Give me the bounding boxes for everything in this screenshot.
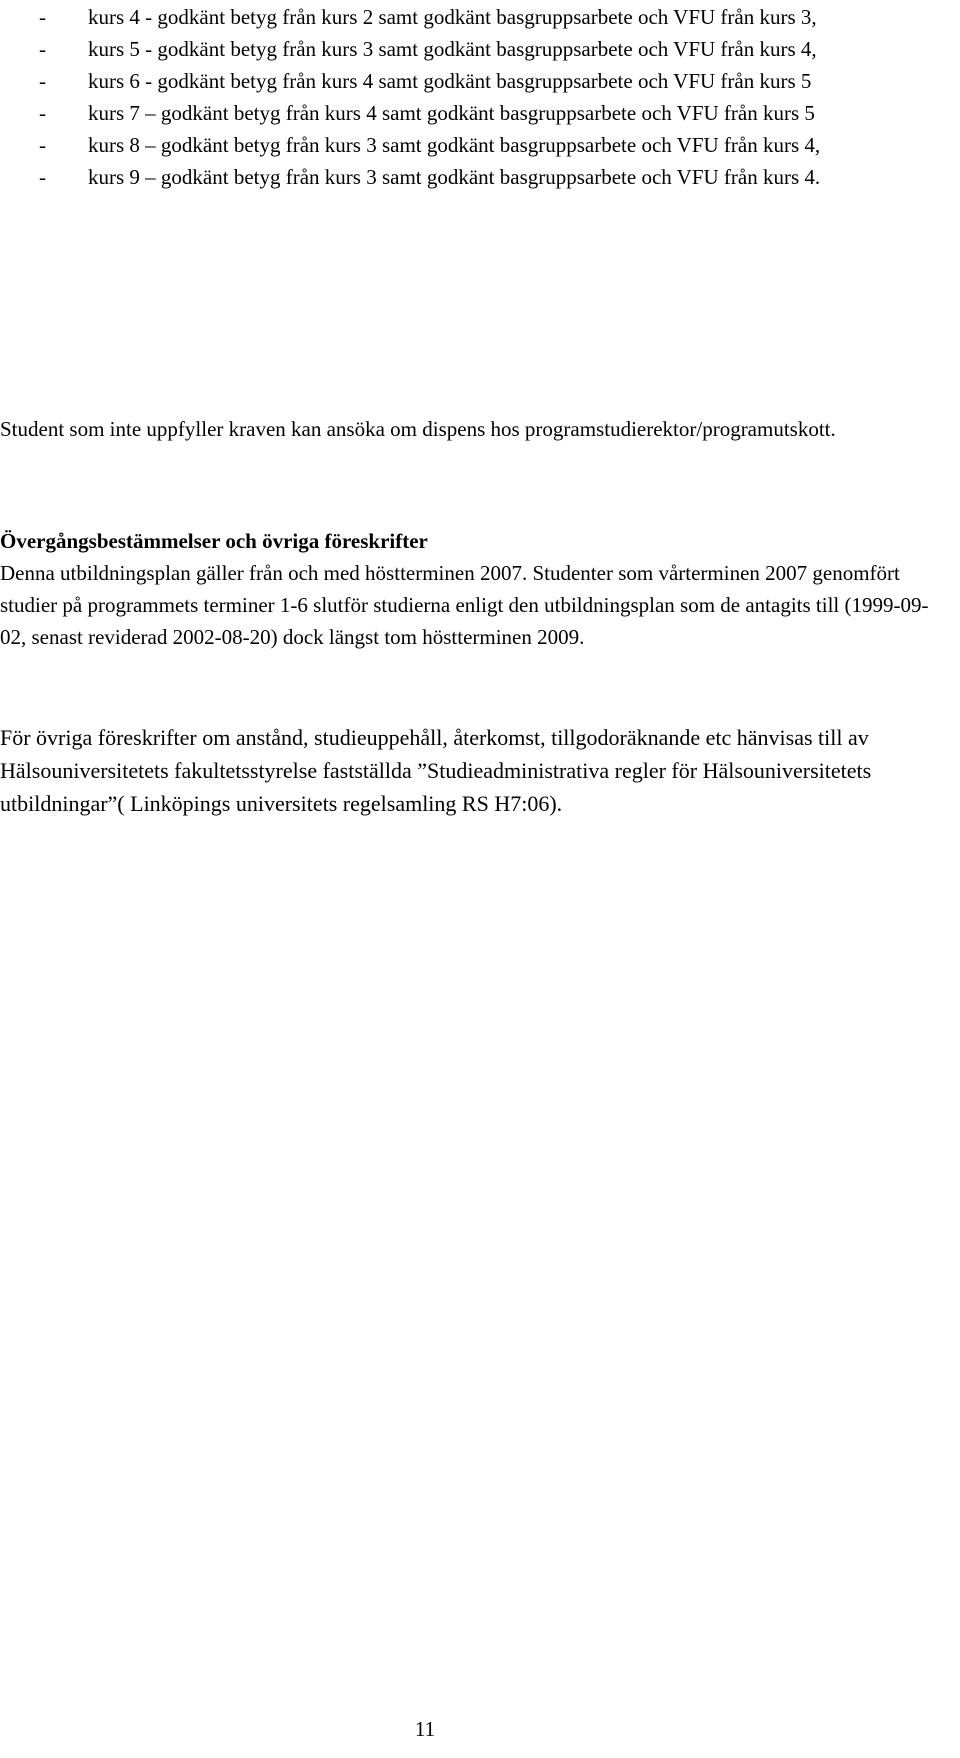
other-regulations-paragraph: För övriga föreskrifter om anstånd, studieuppehåll, återkomst, tillgodoräknande etc hänvisas till av Hälsouniversitetets fakultetsstyrelse fastställda ”Studieadministrativa regler för Hälsouniversitetets utbildningar”( Linköpings universitets regelsamling RS H7:06). <box>0 725 872 816</box>
list-item-text: kurs 9 – godkänt betyg från kurs 3 samt godkänt basgruppsarbete och VFU från kurs 4. <box>88 165 821 189</box>
list-dash: - <box>39 69 46 93</box>
list-dash: - <box>39 37 46 61</box>
list-item-text: kurs 7 – godkänt betyg från kurs 4 samt godkänt basgruppsarbete och VFU från kurs 5 <box>88 101 815 125</box>
list-item-text: kurs 5 - godkänt betyg från kurs 3 samt godkänt basgruppsarbete och VFU från kurs 4, <box>88 37 817 61</box>
list-item <box>0 65 950 97</box>
list-dash: - <box>39 101 46 125</box>
list-item <box>0 161 950 193</box>
dispens-paragraph: Student som inte uppfyller kraven kan ansöka om dispens hos programstudierektor/programutskott. <box>0 417 836 441</box>
page-number: 11 <box>414 1717 436 1741</box>
list-dash: - <box>39 5 46 29</box>
list-item-text: kurs 8 – godkänt betyg från kurs 3 samt godkänt basgruppsarbete och VFU från kurs 4, <box>88 133 821 157</box>
list-item-text: kurs 4 - godkänt betyg från kurs 2 samt godkänt basgruppsarbete och VFU från kurs 3, <box>88 5 817 29</box>
list-dash: - <box>39 133 46 157</box>
list-item <box>0 33 950 65</box>
course-requirements-list <box>0 1 950 193</box>
list-dash: - <box>39 165 46 189</box>
section-heading: Övergångsbestämmelser och övriga föreskrifter <box>0 529 428 553</box>
list-item <box>0 97 950 129</box>
list-item <box>0 1 950 33</box>
list-item <box>0 129 950 161</box>
transition-rules-paragraph: Denna utbildningsplan gäller från och med höstterminen 2007. Studenter som vårterminen 2007 genomfört studier på programmets terminer 1-6 slutför studierna enligt den utbildningsplan som de antagits till (1999-09-02, senast reviderad 2002-08-20) dock längst tom höstterminen 2009. <box>0 561 929 649</box>
list-item-text: kurs 6 - godkänt betyg från kurs 4 samt godkänt basgruppsarbete och VFU från kurs 5 <box>88 69 812 93</box>
